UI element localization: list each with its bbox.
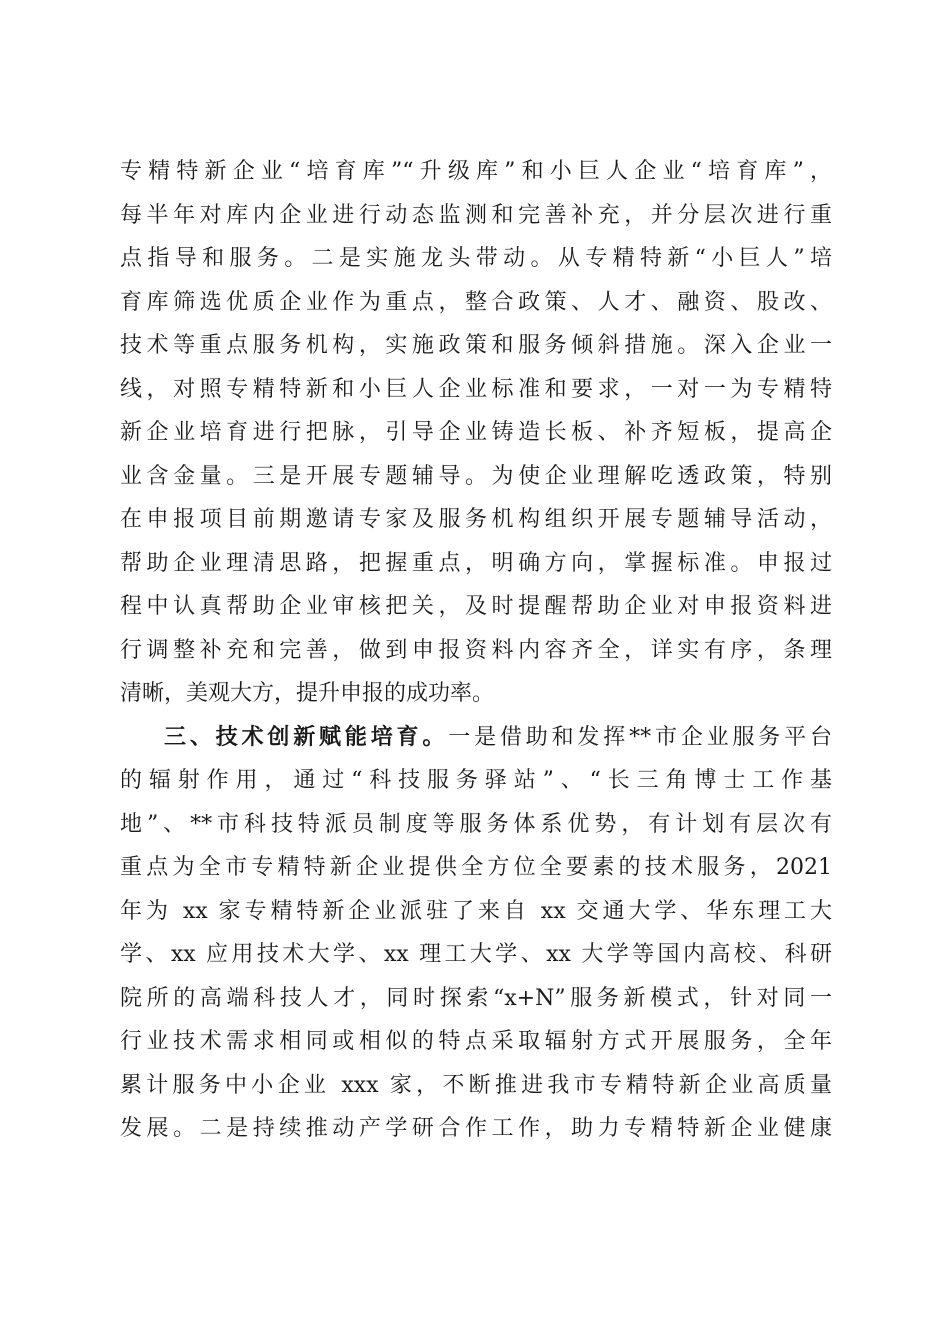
section-3-first-line — [120, 716, 832, 760]
text-line: 育库筛选优质企业作为重点，整合政策、人才、融资、股改、 — [120, 289, 832, 315]
text-line: 的辐射作用，通过“科技服务驿站”、“长三角博士工作基 — [120, 768, 832, 793]
text-line: 专精特新企业“培育库”“升级库”和小巨人企业“培育库”， — [120, 159, 832, 184]
text-line: 地”、**市科技特派员制度等服务体系优势，有计划有层次有 — [120, 811, 832, 837]
text-line: 程中认真帮助企业审核把关，及时提醒帮助企业对申报资料进 — [120, 594, 832, 619]
text-line: 技术等重点服务机构，实施政策和服务倾斜措施。深入企业一 — [120, 333, 832, 358]
section-3-first-line-text: 一是借助和发挥**市企业服务平台 — [448, 724, 832, 750]
text-line: 累计服务中小企业 xxx 家，不断推进我市专精特新企业高质量 — [120, 1072, 832, 1098]
text-line: 点指导和服务。二是实施龙头带动。从专精特新“小巨人”培 — [120, 246, 832, 271]
text-line: 院所的高端科技人才，同时探索“x+N”服务新模式，针对同一 — [120, 985, 832, 1011]
text-line: 在申报项目前期邀请专家及服务机构组织开展专题辅导活动， — [120, 507, 832, 532]
text-line: 年为 xx 家专精特新企业派驻了来自 xx 交通大学、华东理工大 — [120, 898, 832, 924]
text-line: 帮助企业理清思路，把握重点，明确方向，掌握标准。申报过 — [120, 550, 832, 576]
text-line: 每半年对库内企业进行动态监测和完善补充，并分层次进行重 — [120, 202, 832, 228]
text-line: 清晰，美观大方，提升申报的成功率。 — [120, 681, 495, 706]
text-line: 行业技术需求相同或相似的特点采取辐射方式开展服务，全年 — [120, 1029, 832, 1054]
text-line: 学、xx 应用技术大学、xx 理工大学、xx 大学等国内高校、科研 — [120, 942, 832, 967]
text-line: 重点为全市专精特新企业提供全方位全要素的技术服务，2021 — [120, 855, 832, 880]
text-line: 业含金量。三是开展专题辅导。为使企业理解吃透政策，特别 — [120, 463, 832, 489]
text-line: 新企业培育进行把脉，引导企业铸造长板、补齐短板，提高企 — [120, 420, 832, 445]
text-line: 线，对照专精特新和小巨人企业标准和要求，一对一为专精特 — [120, 376, 832, 402]
text-line: 发展。二是持续推动产学研合作工作，助力专精特新企业健康 — [120, 1116, 832, 1141]
text-line: 行调整补充和完善，做到申报资料内容齐全，详实有序，条理 — [120, 637, 832, 663]
document-body — [120, 150, 832, 1151]
section-3-heading: 三、技术创新赋能培育。 — [164, 724, 449, 750]
